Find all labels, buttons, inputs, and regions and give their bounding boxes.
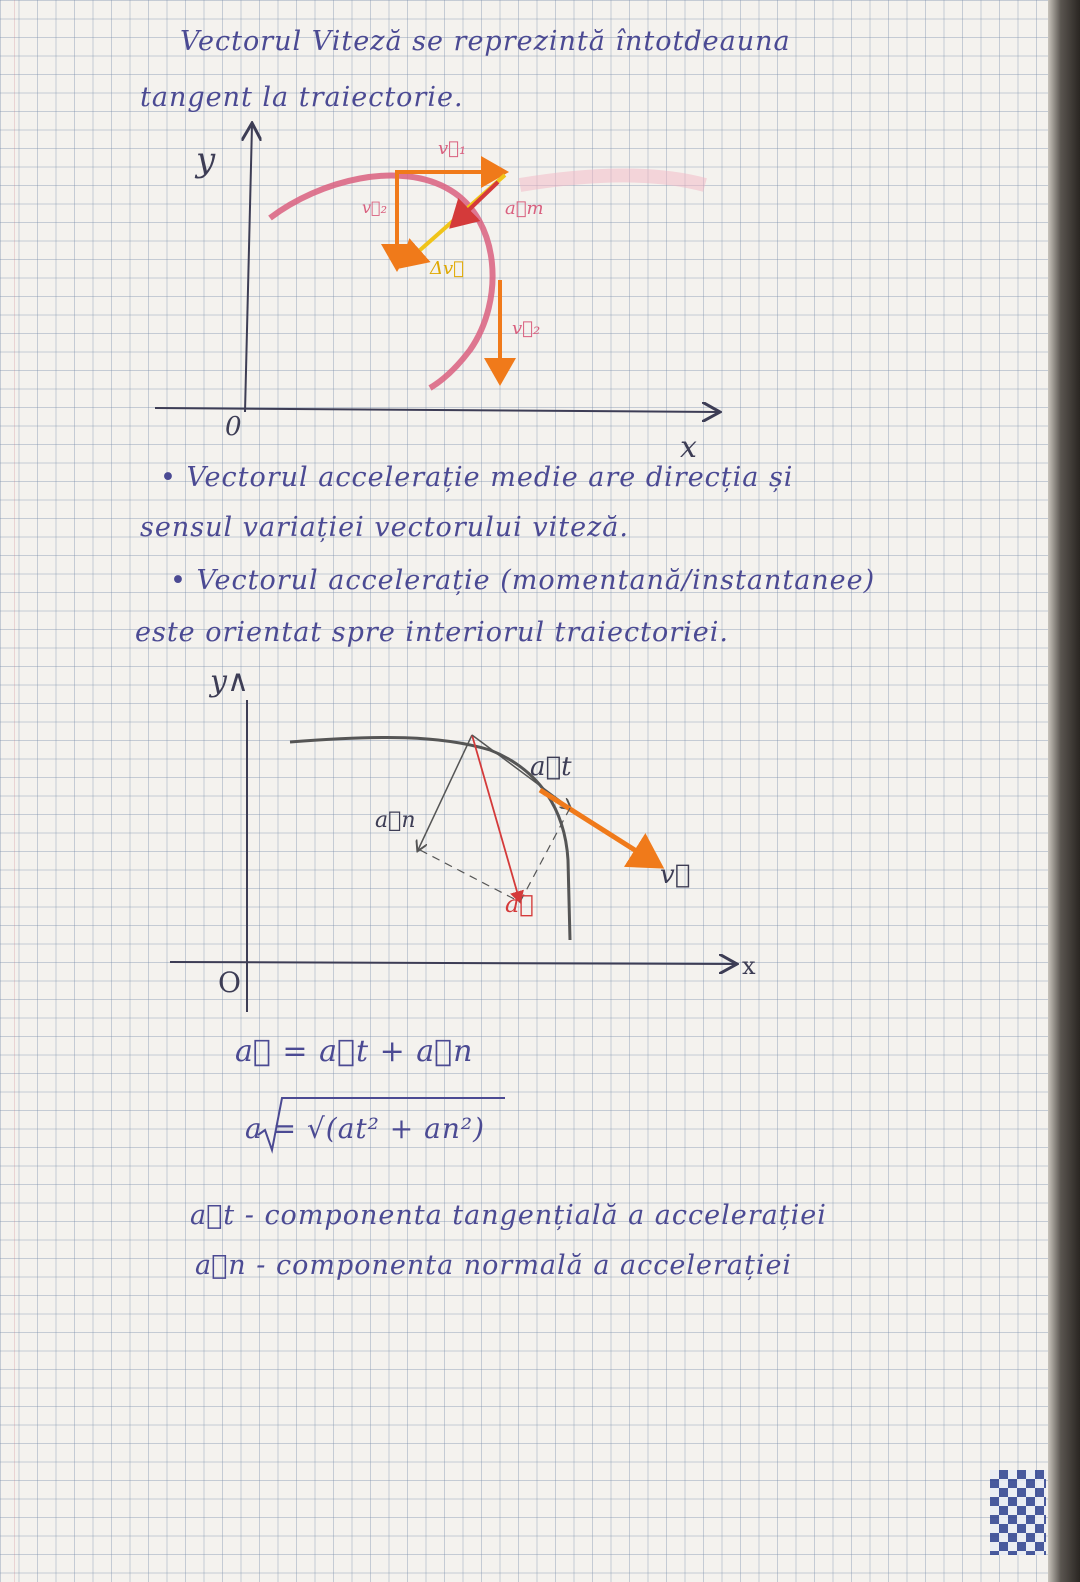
bullet-1-line-1: • Vectorul accelerație medie are direcția și — [160, 462, 794, 493]
at-label: a⃗t — [530, 752, 572, 782]
bullet-1-text: Vectorul accelerație medie are direcția și — [186, 462, 794, 493]
d1-origin-label: 0 — [225, 412, 242, 442]
bullet-2-text: Vectorul accelerație (momentană/instantanee) — [196, 565, 876, 596]
definition-at: a⃗t - componenta tangențială a accelerației — [190, 1200, 827, 1231]
v2-label: v⃗₂ — [512, 318, 541, 339]
v1-label: v⃗₁ — [438, 138, 467, 159]
intro-line-2: tangent la traiectorie. — [140, 82, 464, 113]
definition-an: a⃗n - componenta normală a accelerației — [195, 1250, 793, 1281]
y-axis — [245, 125, 252, 412]
d2-y-label: y∧ — [210, 664, 249, 699]
trajectory-shadow — [520, 176, 705, 185]
bullet-2-line-1: • Vectorul accelerație (momentană/instantanee) — [170, 565, 876, 596]
delta-v-label: Δv⃗ — [430, 258, 464, 279]
v-label: v⃗ — [660, 860, 691, 890]
x-axis — [170, 962, 735, 964]
v-vector — [540, 790, 660, 866]
an-label: a⃗n — [375, 808, 416, 833]
v2-copy-label: v⃗₂ — [362, 198, 388, 217]
d1-x-label: x — [680, 430, 697, 465]
d2-origin-label: O — [218, 966, 241, 999]
d2-x-label: x — [742, 952, 756, 980]
a-label: a⃗ — [505, 890, 534, 918]
intro-line-1: Vectorul Viteză se reprezintă întotdeauna — [180, 26, 791, 57]
an-vector — [418, 735, 472, 850]
bullet-1-line-2: sensul variației vectorului viteză. — [140, 512, 629, 543]
formula-vector-sum: a⃗ = a⃗t + a⃗n — [235, 1034, 474, 1069]
dashed-line — [520, 808, 570, 902]
d1-y-label: y — [196, 140, 216, 180]
diagram-2 — [170, 700, 735, 1150]
bullet-2-line-2: este orientat spre interiorul traiectoriei. — [135, 617, 729, 648]
am-label: a⃗m — [505, 198, 544, 219]
formula-magnitude: a = √(at² + an²) — [245, 1112, 486, 1145]
